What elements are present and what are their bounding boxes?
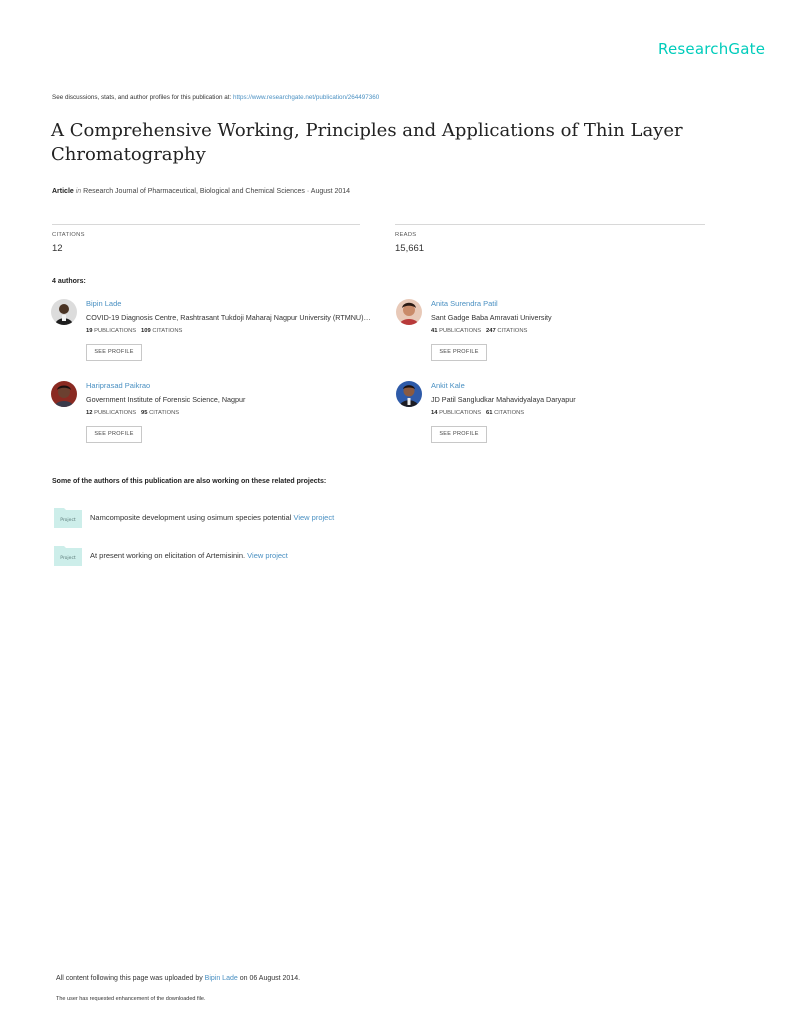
author-publications-count: 19 [86, 328, 93, 334]
author-name-link[interactable]: Ankit Kale [431, 381, 465, 390]
related-projects-heading: Some of the authors of this publication are also working on these related projects: [52, 478, 327, 485]
view-project-link[interactable]: View project [247, 551, 288, 560]
project-icon-label: Project [60, 556, 76, 561]
author-avatar[interactable] [396, 381, 422, 407]
reads-label: READS [395, 232, 417, 238]
citations-label: CITATIONS [52, 232, 85, 238]
citations-label: CITATIONS [149, 410, 180, 416]
authors-heading: 4 authors: [52, 278, 86, 285]
author-avatar[interactable] [51, 299, 77, 325]
publications-label: PUBLICATIONS [94, 328, 137, 334]
author-citations-count: 95 [141, 410, 148, 416]
publications-label: PUBLICATIONS [439, 410, 482, 416]
author-stats [86, 410, 179, 416]
uploader-link[interactable]: Bipin Lade [204, 975, 238, 982]
project-item [54, 506, 454, 528]
citations-label: CITATIONS [497, 328, 528, 334]
publication-title: A Comprehensive Working, Principles and Applications of Thin Layer Chromatography [51, 120, 683, 165]
view-project-link[interactable]: View project [293, 513, 335, 522]
discussions-text: See discussions, stats, and author profiles for this publication at: [52, 94, 232, 101]
author-citations-count: 109 [141, 328, 151, 334]
author-publications-count: 41 [431, 328, 438, 334]
citations-divider [52, 224, 360, 225]
upload-suffix: on 06 August 2014. [239, 975, 301, 982]
author-stats [431, 328, 527, 334]
upload-prefix: All content following this page was uploaded by [56, 975, 203, 982]
author-affiliation: JD Patil Sangludkar Mahavidyalaya Daryapur [431, 395, 576, 404]
discussions-line [52, 94, 379, 101]
publication-url-link[interactable]: https://www.researchgate.net/publication/264497360 [232, 94, 380, 101]
publications-label: PUBLICATIONS [439, 328, 482, 334]
author-card [51, 381, 371, 451]
author-affiliation: Sant Gadge Baba Amravati University [431, 313, 552, 322]
author-citations-count: 247 [486, 328, 496, 334]
project-folder-icon [54, 544, 82, 566]
project-icon-label: Project [60, 518, 76, 523]
journal-name[interactable]: Research Journal of Pharmaceutical, Biological and Chemical Sciences · August 2014 [83, 188, 351, 195]
project-text [90, 513, 334, 522]
author-card [396, 299, 716, 369]
citations-value: 12 [52, 243, 63, 254]
see-profile-button[interactable]: SEE PROFILE [86, 344, 142, 361]
see-profile-button[interactable]: SEE PROFILE [431, 344, 487, 361]
author-affiliation: COVID-19 Diagnosis Centre, Rashtrasant Tukdoji Maharaj Nagpur University (RTMNU)… [86, 313, 371, 322]
see-profile-button[interactable]: SEE PROFILE [86, 426, 142, 443]
upload-note [56, 975, 300, 982]
project-folder-icon [54, 506, 82, 528]
publications-label: PUBLICATIONS [94, 410, 137, 416]
author-name-link[interactable]: Anita Surendra Patil [431, 299, 498, 308]
author-stats [431, 410, 524, 416]
enhancement-note: The user has requested enhancement of the downloaded file. [56, 996, 206, 1002]
author-card [51, 299, 371, 369]
researchgate-logo[interactable]: ResearchGate [658, 40, 766, 58]
author-name-link[interactable]: Hariprasad Paikrao [86, 381, 151, 390]
meta-in: in [75, 188, 82, 195]
author-stats [86, 328, 182, 334]
author-publications-count: 14 [431, 410, 438, 416]
publication-type: Article [52, 188, 74, 195]
author-publications-count: 12 [86, 410, 93, 416]
author-name-link[interactable]: Bipin Lade [86, 299, 122, 308]
project-title: Namcomposite development using osimum species potential [90, 513, 292, 522]
author-card [396, 381, 716, 451]
project-text [90, 551, 288, 560]
citations-label: CITATIONS [494, 410, 525, 416]
reads-value: 15,661 [395, 243, 425, 254]
author-avatar[interactable] [51, 381, 77, 407]
see-profile-button[interactable]: SEE PROFILE [431, 426, 487, 443]
reads-divider [395, 224, 705, 225]
publication-meta [52, 188, 350, 195]
author-affiliation: Government Institute of Forensic Science, Nagpur [86, 395, 246, 404]
author-avatar[interactable] [396, 299, 422, 325]
project-title: At present working on elicitation of Artemisinin. [90, 551, 246, 560]
project-item [54, 544, 454, 566]
citations-label: CITATIONS [152, 328, 183, 334]
author-citations-count: 61 [486, 410, 493, 416]
